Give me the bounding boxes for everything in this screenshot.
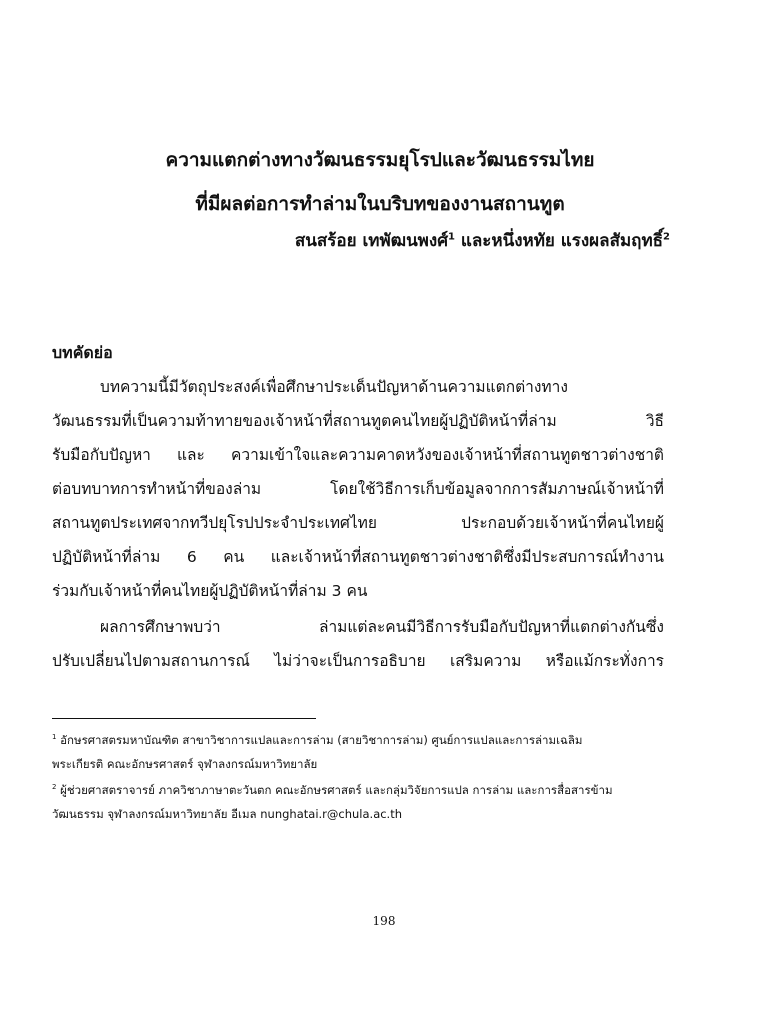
paper-title-line-1: ความแตกต่างทางวัฒนธรรมยุโรปและวัฒนธรรมไทย [165,149,595,171]
author-2-footnote-mark: 2 [663,231,670,243]
footnote-1-mark: 1 [52,733,57,742]
abstract-line: รับมือกับปัญหา และ ความเข้าใจและความคาดหวังของเจ้าหน้าที่สถานทูตชาวต่างชาติ [52,446,664,464]
abstract-line: ต่อบทบาทการทำหน้าที่ของล่าม โดยใช้วิธีการเก็บข้อมูลจากการสัมภาษณ์เจ้าหน้าที่ [52,480,664,498]
abstract-line: สถานทูตประเทศจากทวีปยุโรปประจำประเทศไทย ประกอบด้วยเจ้าหน้าที่คนไทยผู้ [52,514,664,532]
abstract-line: ร่วมกับเจ้าหน้าที่คนไทยผู้ปฏิบัติหน้าที่ล่าม 3 คน [52,582,368,600]
page-number: 198 [372,914,396,928]
footnote-2-continued: วัฒนธรรม จุฬาลงกรณ์มหาวิทยาลัย อีเมล nunghatai.r@chula.ac.th [52,807,403,821]
paper-title-line-2: ที่มีผลต่อการทำล่ามในบริบทของงานสถานทูต [195,193,565,215]
footnote-2-text: ผู้ช่วยศาสตราจารย์ ภาควิชาภาษาตะวันตก คณะอักษรศาสตร์ และกลุ่มวิจัยการแปล การล่าม และการสื่อสารข้าม [56,783,613,797]
footnote-1 [52,730,664,750]
abstract-line: บทความนี้มีวัตถุประสงค์เพื่อศึกษาประเด็นปัญหาด้านความแตกต่างทาง [100,378,568,396]
footnote-divider [52,718,316,719]
author-1-footnote-mark: 1 [447,231,455,243]
author-line [295,228,670,254]
author-2-name: และหนึ่งหทัย แรงผลสัมฤทธิ์ [454,231,664,251]
footnote-2-mark: 2 [52,783,57,792]
abstract-line: ปฏิบัติหน้าที่ล่าม 6 คน และเจ้าหน้าที่สถานทูตชาวต่างชาติซึ่งมีประสบการณ์ทำงาน [52,548,664,566]
abstract-line: ปรับเปลี่ยนไปตามสถานการณ์ ไม่ว่าจะเป็นการอธิบาย เสริมความ หรือแม้กระทั่งการ [52,652,664,670]
abstract-line: ผลการศึกษาพบว่า ล่ามแต่ละคนมีวิธีการรับมือกับปัญหาที่แตกต่างกันซึ่ง [100,618,664,636]
footnote-1-continued: พระเกียรติ คณะอักษรศาสตร์ จุฬาลงกรณ์มหาวิทยาลัย [52,757,318,771]
author-1-name: สนสร้อย เทพัฒนพงศ์ [294,231,448,251]
footnote-1-text: อักษรศาสตรมหาบัณฑิต สาขาวิชาการแปลและการล่าม (สายวิชาการล่าม) ศูนย์การแปลและการล่ามเฉลิม [56,733,583,747]
abstract-heading: บทคัดย่อ [52,343,113,362]
abstract-line: วัฒนธรรมที่เป็นความท้าทายของเจ้าหน้าที่สถานทูตคนไทยผู้ปฏิบัติหน้าที่ล่าม วิธี [52,412,664,430]
footnote-2 [52,780,664,800]
